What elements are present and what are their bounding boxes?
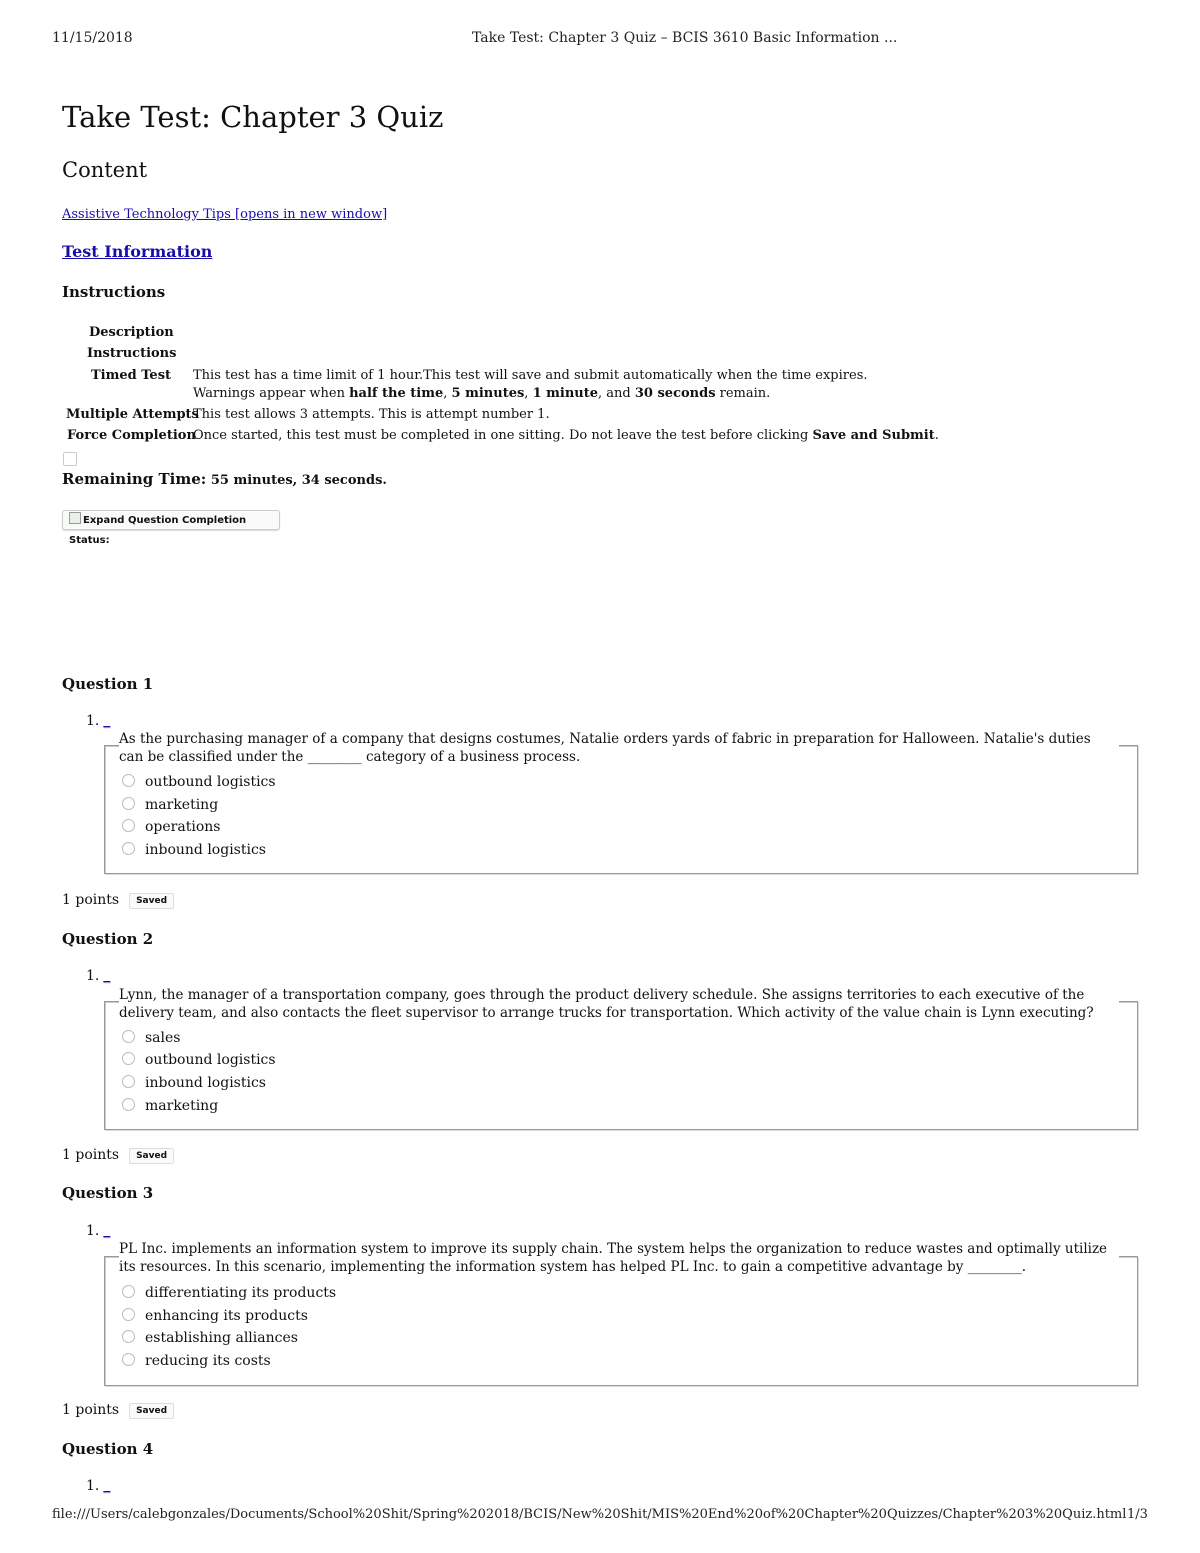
radio-button[interactable] bbox=[122, 774, 135, 787]
warn-sep: , and bbox=[598, 386, 635, 401]
question-3-text: PL Inc. implements an information system to improve its supply chain. The system helps the organization to reduce wastes and optimally utilize its resources. In this scenario, implementing the information system has helped PL Inc. to gain a competitive advantage by ________. bbox=[119, 1240, 1119, 1276]
option-label: establishing alliances bbox=[145, 1330, 298, 1346]
question-2-number bbox=[86, 968, 110, 984]
print-page-number: 1/3 bbox=[1127, 1507, 1148, 1522]
warn-half: half the time bbox=[349, 386, 444, 401]
question-4-heading: Question 4 bbox=[62, 1440, 154, 1458]
print-file-url: file:///Users/calebgonzales/Documents/School%20Shit/Spring%202018/BCIS/New%20Shit/MIS%20End%20of%20Chapter%20Quizzes/Chapter%203%20Quiz.html bbox=[52, 1507, 1127, 1522]
test-information-link[interactable]: Test Information bbox=[62, 242, 213, 261]
option-label: outbound logistics bbox=[145, 1052, 276, 1068]
option-label: marketing bbox=[145, 1098, 219, 1114]
q1-option[interactable] bbox=[122, 774, 276, 790]
radio-button[interactable] bbox=[122, 1075, 135, 1088]
multiple-attempts-label: Multiple Attempts bbox=[66, 407, 199, 422]
q4-num-text: 1. bbox=[86, 1478, 100, 1494]
remaining-time-value: 55 minutes, 34 seconds. bbox=[206, 473, 387, 488]
question-1-heading: Question 1 bbox=[62, 675, 154, 693]
force-end: . bbox=[934, 428, 939, 443]
print-date: 11/15/2018 bbox=[52, 30, 133, 46]
question-4-number bbox=[86, 1478, 110, 1494]
q4-anchor-link[interactable]: _ bbox=[103, 1478, 111, 1494]
saved-badge: Saved bbox=[129, 1403, 174, 1419]
question-3-number bbox=[86, 1223, 110, 1239]
remaining-time-label: Remaining Time: bbox=[62, 470, 207, 488]
timed-test-text: This test has a time limit of 1 hour.This test will save and submit automatically when the time expires. bbox=[193, 368, 868, 383]
force-completion-text bbox=[193, 428, 939, 443]
question-1-text: As the purchasing manager of a company that designs costumes, Natalie orders yards of fabric in preparation for Halloween. Natalie's duties can be classified under the ________ category of a business process. bbox=[119, 730, 1119, 766]
warn-text: Warnings appear when bbox=[193, 386, 350, 401]
q2-option[interactable] bbox=[122, 1098, 218, 1114]
option-label: operations bbox=[145, 819, 221, 835]
q2-num-text: 1. bbox=[86, 968, 100, 984]
assistive-technology-link[interactable]: Assistive Technology Tips [opens in new window] bbox=[62, 207, 388, 222]
radio-button[interactable] bbox=[122, 1330, 135, 1343]
q1-points bbox=[62, 892, 174, 909]
instructions-label: Instructions bbox=[87, 346, 177, 361]
option-label: inbound logistics bbox=[145, 842, 266, 858]
radio-button[interactable] bbox=[122, 1308, 135, 1321]
radio-button[interactable] bbox=[122, 842, 135, 855]
option-label: enhancing its products bbox=[145, 1308, 308, 1324]
points-label: 1 points bbox=[62, 1147, 120, 1163]
content-heading: Content bbox=[62, 158, 148, 182]
option-label: sales bbox=[145, 1030, 181, 1046]
warn-1min: 1 minute bbox=[532, 386, 599, 401]
q2-points bbox=[62, 1147, 174, 1164]
remaining-time bbox=[62, 470, 387, 488]
q2-anchor-link[interactable]: _ bbox=[103, 968, 111, 984]
q3-option[interactable] bbox=[122, 1308, 308, 1324]
q3-option[interactable] bbox=[122, 1353, 271, 1369]
radio-button[interactable] bbox=[122, 1030, 135, 1043]
q2-option[interactable] bbox=[122, 1052, 276, 1068]
question-3-heading: Question 3 bbox=[62, 1184, 154, 1202]
timed-test-warnings bbox=[193, 386, 770, 401]
q3-option[interactable] bbox=[122, 1330, 298, 1346]
radio-button[interactable] bbox=[122, 1353, 135, 1366]
radio-button[interactable] bbox=[122, 1052, 135, 1065]
warn-end: remain. bbox=[715, 386, 771, 401]
q1-num-text: 1. bbox=[86, 713, 100, 729]
radio-button[interactable] bbox=[122, 1098, 135, 1111]
question-2-heading: Question 2 bbox=[62, 930, 154, 948]
force-text: Once started, this test must be completed in one sitting. Do not leave the test before clicking bbox=[193, 428, 813, 443]
radio-button[interactable] bbox=[122, 819, 135, 832]
points-label: 1 points bbox=[62, 892, 120, 908]
q3-option[interactable] bbox=[122, 1285, 336, 1301]
q2-option[interactable] bbox=[122, 1075, 266, 1091]
print-page-title: Take Test: Chapter 3 Quiz – BCIS 3610 Basic Information ... bbox=[472, 30, 898, 46]
saved-badge: Saved bbox=[129, 1148, 174, 1164]
points-label: 1 points bbox=[62, 1402, 120, 1418]
option-label: marketing bbox=[145, 797, 219, 813]
warn-5min: 5 minutes bbox=[451, 386, 525, 401]
q3-points bbox=[62, 1402, 174, 1419]
expand-button-label: Expand Question Completion Status: bbox=[69, 515, 247, 546]
warn-sep: , bbox=[524, 386, 533, 401]
warn-30sec: 30 seconds bbox=[634, 386, 716, 401]
force-completion-label: Force Completion bbox=[67, 428, 196, 443]
description-label: Description bbox=[89, 325, 174, 340]
radio-button[interactable] bbox=[122, 797, 135, 810]
option-label: reducing its costs bbox=[145, 1353, 271, 1369]
q1-anchor-link[interactable]: _ bbox=[103, 713, 111, 729]
q1-option[interactable] bbox=[122, 842, 266, 858]
q1-option[interactable] bbox=[122, 797, 218, 813]
multiple-attempts-text: This test allows 3 attempts. This is attempt number 1. bbox=[193, 407, 550, 422]
saved-badge: Saved bbox=[129, 893, 174, 909]
option-label: outbound logistics bbox=[145, 774, 276, 790]
timed-test-label: Timed Test bbox=[91, 368, 172, 383]
option-label: inbound logistics bbox=[145, 1075, 266, 1091]
question-1-number bbox=[86, 713, 110, 729]
info-toggle-checkbox[interactable] bbox=[63, 452, 77, 466]
question-2-text: Lynn, the manager of a transportation company, goes through the product delivery schedule. She assigns territories to each executive of the delivery team, and also contacts the fleet supervisor to arrange trucks for transportation. Which activity of the value chain is Lynn executing? bbox=[119, 986, 1119, 1022]
expand-completion-status-button[interactable] bbox=[62, 510, 280, 546]
warn-sep: , bbox=[443, 386, 452, 401]
page-title: Take Test: Chapter 3 Quiz bbox=[62, 100, 444, 134]
instructions-heading: Instructions bbox=[62, 283, 166, 301]
save-submit-emphasis: Save and Submit bbox=[812, 428, 935, 443]
broken-image-icon bbox=[69, 512, 81, 524]
option-label: differentiating its products bbox=[145, 1285, 337, 1301]
q3-anchor-link[interactable]: _ bbox=[103, 1223, 111, 1239]
q1-option[interactable] bbox=[122, 819, 220, 835]
q2-option[interactable] bbox=[122, 1030, 180, 1046]
q3-num-text: 1. bbox=[86, 1223, 100, 1239]
radio-button[interactable] bbox=[122, 1285, 135, 1298]
